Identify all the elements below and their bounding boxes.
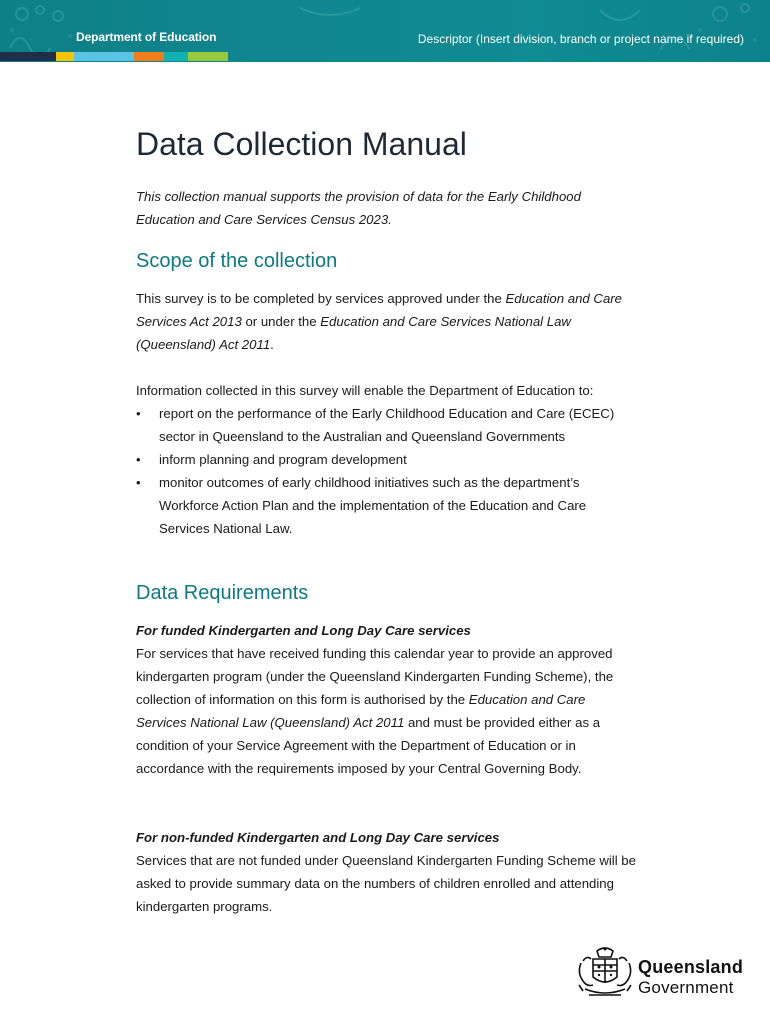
scope-text: This survey is to be completed by services approved under the [136,291,506,306]
funded-subheading: For funded Kindergarten and Long Day Care services [136,623,471,638]
logo-text-government: Government [638,978,734,997]
stripe-segment [0,52,56,61]
queensland-government-logo [575,945,750,1005]
department-name: Department of Education [76,30,217,44]
color-stripe [0,52,228,61]
header-descriptor: Descriptor (Insert division, branch or project name if required) [417,32,744,46]
scope-act-2013: Education and Care Services Act 2013 [136,291,623,329]
requirements-heading: Data Requirements [136,582,309,604]
stripe-segment [56,52,74,61]
list-item: • inform planning and program development [136,448,636,471]
scope-bullet-list [136,402,636,540]
scope-heading: Scope of the collection [136,250,338,272]
queensland-coat-of-arms-icon [575,945,635,1003]
scope-info-paragraph: Information collected in this survey will enable the Department of Education to: [136,383,594,398]
funded-paragraph [136,642,636,780]
stripe-segment [134,52,164,61]
page-title: Data Collection Manual [136,126,467,162]
funded-act: Education and Care Services National Law (Queensland) Act 2011 [136,692,586,730]
scope-paragraph [136,287,636,356]
header-banner [0,0,770,62]
list-item: • monitor outcomes of early childhood initiatives such as the department’s Workforce Action Plan and the implementation of the Education and Care Services National Law. [136,471,636,540]
funded-text: and must be provided either as a condition of your Service Agreement with the Department of Education or in accordance with the requirements imposed by your Central Governing Body. [136,715,601,776]
nonfunded-subheading: For non-funded Kindergarten and Long Day Care services [136,830,500,845]
scope-text: or under the [241,314,321,329]
nonfunded-paragraph: Services that are not funded under Queensland Kindergarten Funding Scheme will be asked to provide summary data on the numbers of children enrolled and attending kindergarten programs. [136,853,636,914]
stripe-segment [188,52,228,61]
stripe-segment [74,52,134,61]
intro-text: This collection manual supports the provision of data for the Early Childhood Education and Care Services Census 2023. [136,189,581,227]
scope-text: . [270,337,274,352]
logo-text-queensland: Queensland [638,957,744,977]
scope-act-2011: Education and Care Services National Law (Queensland) Act 2011 [136,314,571,352]
funded-text: For services that have received funding this calendar year to provide an approved kindergarten program (under the Queensland Kindergarten Funding Scheme), the collection of information on this form is authorised by the [136,646,614,707]
stripe-segment [164,52,188,61]
list-item: • report on the performance of the Early Childhood Education and Care (ECEC) sector in Queensland to the Australian and Queensland Governments [136,402,636,448]
